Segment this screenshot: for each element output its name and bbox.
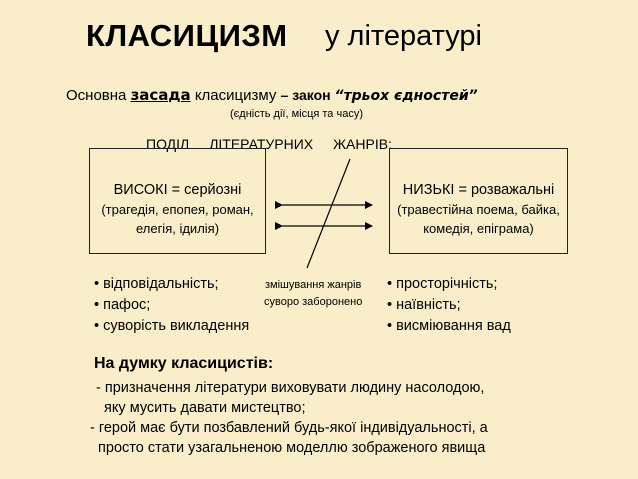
opinion-item-2-line-2: просто стати узагальненою моделлю зображеного явища bbox=[90, 440, 486, 456]
division-word-2: ЛІТЕРАТУРНИХ bbox=[209, 136, 314, 152]
high-genres-head: ВИСОКІ = серйозні bbox=[113, 182, 242, 198]
principle-quoted: “трьох єдностей” bbox=[334, 88, 478, 104]
principle-note: (єдність дії, місця та часу) bbox=[230, 108, 363, 120]
page-subtitle: у літературі bbox=[325, 20, 482, 52]
opinion-item-1-line-1: - призначення літератури виховувати людину насолодою, bbox=[96, 380, 485, 396]
low-features-list bbox=[387, 274, 511, 337]
division-word-3: ЖАНРІВ: bbox=[333, 136, 392, 152]
mixing-note-line-1: змішування жанрів bbox=[265, 279, 362, 291]
opinion-item-1-line-2: яку мусить давати мистецтво; bbox=[96, 400, 306, 416]
mixing-note-line-2: суворо заборонено bbox=[264, 296, 363, 308]
high-features-list bbox=[94, 274, 249, 337]
list-item: • просторічність; bbox=[387, 276, 498, 292]
list-item: • суворість викладення bbox=[94, 318, 250, 334]
page-title: КЛАСИЦИЗМ bbox=[86, 18, 288, 53]
opinion-item-2 bbox=[90, 418, 488, 458]
principle-prefix: Основна bbox=[66, 87, 131, 104]
forbidden-slash bbox=[307, 159, 350, 268]
principle-bold-word: засада bbox=[130, 86, 191, 104]
list-item: • наївність; bbox=[387, 297, 461, 313]
principle-dash-part: – закон bbox=[280, 87, 335, 103]
low-genres-list: (травестійна поема, байка, комедія, епіграма) bbox=[397, 202, 560, 236]
principle-middle: класицизму bbox=[190, 87, 281, 104]
low-genres-head: НИЗЬКІ = розважальні bbox=[402, 182, 555, 198]
high-genres-list: (трагедія, епопея, роман, елегія, ідилія) bbox=[101, 202, 254, 236]
list-item: • висміювання вад bbox=[387, 318, 511, 334]
opinion-item-1 bbox=[96, 378, 484, 418]
list-item: • відповідальність; bbox=[94, 276, 219, 292]
opinion-title: На думку класицистів: bbox=[94, 355, 274, 372]
list-item: • пафос; bbox=[94, 297, 151, 313]
opinion-item-2-line-1: - герой має бути позбавлений будь-якої індивідуальності, а bbox=[90, 420, 488, 436]
mixing-note bbox=[264, 277, 362, 311]
division-word-1: ПОДІЛ bbox=[146, 136, 190, 152]
